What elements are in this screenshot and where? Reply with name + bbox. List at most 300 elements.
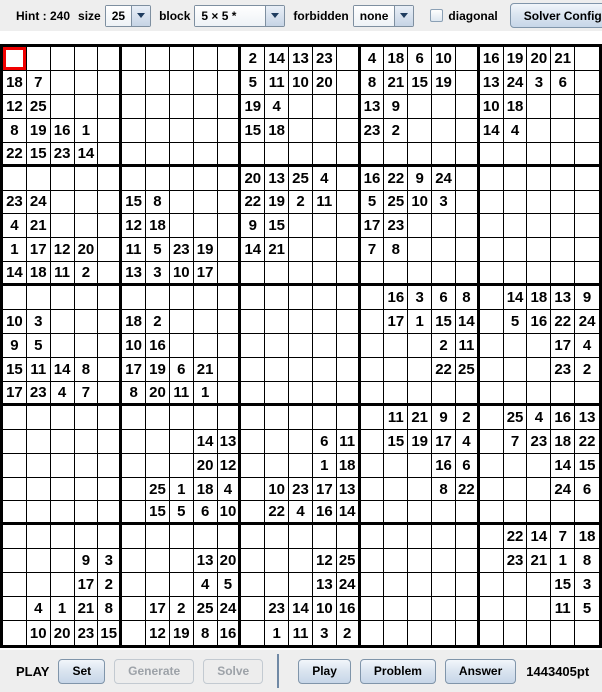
grid-cell[interactable] xyxy=(313,310,337,334)
grid-cell[interactable]: 22 xyxy=(456,478,480,502)
grid-cell[interactable]: 15 xyxy=(408,71,432,95)
grid-cell[interactable] xyxy=(408,262,432,286)
grid-cell[interactable] xyxy=(218,334,242,358)
grid-cell[interactable]: 1 xyxy=(408,310,432,334)
grid-cell[interactable] xyxy=(527,478,551,502)
grid-cell[interactable]: 20 xyxy=(146,382,170,406)
grid-cell[interactable] xyxy=(361,286,385,310)
grid-cell[interactable]: 15 xyxy=(575,454,599,478)
answer-button[interactable]: Answer xyxy=(445,659,516,684)
grid-cell[interactable] xyxy=(408,478,432,502)
grid-cell[interactable]: 15 xyxy=(241,119,265,143)
grid-cell[interactable] xyxy=(337,334,361,358)
grid-cell[interactable] xyxy=(146,167,170,191)
grid-cell[interactable]: 24 xyxy=(218,597,242,621)
grid-cell[interactable]: 16 xyxy=(551,406,575,430)
grid-cell[interactable] xyxy=(408,549,432,573)
grid-cell[interactable] xyxy=(527,573,551,597)
grid-cell[interactable] xyxy=(241,478,265,502)
grid-cell[interactable]: 2 xyxy=(289,191,313,215)
grid-cell[interactable] xyxy=(551,191,575,215)
grid-cell[interactable]: 21 xyxy=(551,47,575,71)
grid-cell[interactable] xyxy=(551,382,575,406)
grid-cell[interactable]: 10 xyxy=(218,501,242,525)
grid-cell[interactable] xyxy=(575,382,599,406)
grid-cell[interactable] xyxy=(3,406,27,430)
grid-cell[interactable]: 15 xyxy=(27,143,51,167)
grid-cell[interactable] xyxy=(194,214,218,238)
grid-cell[interactable] xyxy=(51,214,75,238)
grid-cell[interactable]: 9 xyxy=(432,406,456,430)
grid-cell[interactable]: 25 xyxy=(504,406,528,430)
grid-cell[interactable] xyxy=(313,382,337,406)
grid-cell[interactable]: 8 xyxy=(98,597,122,621)
grid-cell[interactable] xyxy=(313,238,337,262)
grid-cell[interactable] xyxy=(432,262,456,286)
grid-cell[interactable]: 23 xyxy=(75,621,99,645)
grid-cell[interactable] xyxy=(289,406,313,430)
grid-cell[interactable]: 14 xyxy=(75,143,99,167)
grid-cell[interactable] xyxy=(194,47,218,71)
grid-cell[interactable]: 4 xyxy=(575,334,599,358)
grid-cell[interactable] xyxy=(527,334,551,358)
grid-cell[interactable] xyxy=(384,597,408,621)
grid-cell[interactable]: 1 xyxy=(75,119,99,143)
grid-cell[interactable] xyxy=(480,238,504,262)
grid-cell[interactable] xyxy=(384,454,408,478)
grid-cell[interactable] xyxy=(241,143,265,167)
grid-cell[interactable] xyxy=(408,143,432,167)
grid-cell[interactable]: 19 xyxy=(170,621,194,645)
grid-cell[interactable] xyxy=(289,382,313,406)
grid-cell[interactable]: 20 xyxy=(241,167,265,191)
grid-cell[interactable]: 14 xyxy=(456,310,480,334)
grid-cell[interactable] xyxy=(527,621,551,645)
grid-cell[interactable]: 22 xyxy=(241,191,265,215)
grid-cell[interactable]: 23 xyxy=(551,358,575,382)
grid-cell[interactable]: 14 xyxy=(265,47,289,71)
grid-cell[interactable] xyxy=(361,478,385,502)
grid-cell[interactable] xyxy=(241,573,265,597)
grid-cell[interactable] xyxy=(337,143,361,167)
grid-cell[interactable] xyxy=(218,286,242,310)
grid-cell[interactable] xyxy=(122,406,146,430)
grid-cell[interactable]: 4 xyxy=(504,119,528,143)
grid-cell[interactable]: 13 xyxy=(361,95,385,119)
grid-cell[interactable] xyxy=(98,286,122,310)
grid-cell[interactable]: 14 xyxy=(527,525,551,549)
grid-cell[interactable] xyxy=(527,454,551,478)
grid-cell[interactable] xyxy=(384,525,408,549)
grid-cell[interactable] xyxy=(551,167,575,191)
grid-cell[interactable]: 8 xyxy=(75,358,99,382)
grid-cell[interactable] xyxy=(337,71,361,95)
grid-cell[interactable] xyxy=(98,430,122,454)
set-button[interactable]: Set xyxy=(58,659,105,684)
grid-cell[interactable]: 7 xyxy=(27,71,51,95)
grid-cell[interactable] xyxy=(194,119,218,143)
grid-cell[interactable] xyxy=(170,334,194,358)
grid-cell[interactable]: 8 xyxy=(146,191,170,215)
grid-cell[interactable]: 4 xyxy=(289,501,313,525)
grid-cell[interactable] xyxy=(3,549,27,573)
grid-cell[interactable] xyxy=(170,95,194,119)
grid-cell[interactable] xyxy=(337,382,361,406)
grid-cell[interactable]: 8 xyxy=(122,382,146,406)
grid-cell[interactable]: 18 xyxy=(27,262,51,286)
grid-cell[interactable]: 20 xyxy=(527,47,551,71)
grid-cell[interactable] xyxy=(241,334,265,358)
grid-cell[interactable] xyxy=(98,238,122,262)
grid-cell[interactable] xyxy=(313,262,337,286)
grid-cell[interactable] xyxy=(527,382,551,406)
grid-cell[interactable] xyxy=(480,573,504,597)
grid-cell[interactable]: 4 xyxy=(3,214,27,238)
grid-cell[interactable] xyxy=(218,119,242,143)
grid-cell[interactable]: 4 xyxy=(313,167,337,191)
grid-cell[interactable]: 23 xyxy=(289,478,313,502)
grid-cell[interactable] xyxy=(337,191,361,215)
grid-cell[interactable] xyxy=(241,501,265,525)
grid-cell[interactable]: 5 xyxy=(146,238,170,262)
grid-cell[interactable] xyxy=(98,501,122,525)
grid-cell[interactable]: 3 xyxy=(408,286,432,310)
grid-cell[interactable] xyxy=(75,95,99,119)
grid-cell[interactable]: 19 xyxy=(27,119,51,143)
grid-cell[interactable] xyxy=(551,238,575,262)
grid-cell[interactable]: 24 xyxy=(337,573,361,597)
grid-cell[interactable]: 16 xyxy=(432,454,456,478)
grid-cell[interactable] xyxy=(289,95,313,119)
grid-cell[interactable] xyxy=(51,334,75,358)
grid-cell[interactable]: 13 xyxy=(194,549,218,573)
grid-cell[interactable] xyxy=(265,310,289,334)
block-select[interactable] xyxy=(194,5,285,27)
grid-cell[interactable] xyxy=(384,143,408,167)
grid-cell[interactable]: 19 xyxy=(408,430,432,454)
grid-cell[interactable] xyxy=(241,525,265,549)
grid-cell[interactable]: 25 xyxy=(456,358,480,382)
grid-cell[interactable] xyxy=(122,430,146,454)
grid-cell[interactable]: 2 xyxy=(432,334,456,358)
grid-cell[interactable] xyxy=(3,573,27,597)
grid-cell[interactable] xyxy=(480,501,504,525)
grid-cell[interactable]: 10 xyxy=(265,478,289,502)
grid-cell[interactable] xyxy=(480,454,504,478)
grid-cell[interactable] xyxy=(551,262,575,286)
grid-cell[interactable]: 21 xyxy=(384,71,408,95)
grid-cell[interactable] xyxy=(265,525,289,549)
grid-cell[interactable]: 23 xyxy=(3,191,27,215)
grid-cell[interactable] xyxy=(575,119,599,143)
grid-cell[interactable] xyxy=(218,382,242,406)
grid-cell[interactable]: 17 xyxy=(384,310,408,334)
grid-cell[interactable] xyxy=(337,95,361,119)
grid-cell[interactable] xyxy=(456,382,480,406)
grid-cell[interactable] xyxy=(194,334,218,358)
grid-cell[interactable] xyxy=(575,238,599,262)
grid-cell[interactable]: 2 xyxy=(75,262,99,286)
grid-cell[interactable] xyxy=(27,501,51,525)
grid-cell[interactable] xyxy=(27,454,51,478)
grid-cell[interactable] xyxy=(51,95,75,119)
grid-cell[interactable] xyxy=(122,286,146,310)
grid-cell[interactable] xyxy=(480,549,504,573)
grid-cell[interactable] xyxy=(3,47,27,71)
grid-cell[interactable] xyxy=(456,119,480,143)
grid-cell[interactable] xyxy=(289,238,313,262)
solve-button[interactable]: Solve xyxy=(203,659,263,684)
grid-cell[interactable] xyxy=(456,525,480,549)
grid-cell[interactable] xyxy=(98,167,122,191)
grid-cell[interactable] xyxy=(456,621,480,645)
grid-cell[interactable] xyxy=(289,525,313,549)
grid-cell[interactable]: 2 xyxy=(98,573,122,597)
grid-cell[interactable]: 10 xyxy=(480,95,504,119)
grid-cell[interactable]: 23 xyxy=(527,430,551,454)
grid-cell[interactable] xyxy=(504,191,528,215)
grid-cell[interactable]: 15 xyxy=(432,310,456,334)
grid-cell[interactable] xyxy=(337,406,361,430)
grid-cell[interactable]: 16 xyxy=(51,119,75,143)
grid-cell[interactable]: 18 xyxy=(265,119,289,143)
grid-cell[interactable]: 17 xyxy=(432,430,456,454)
grid-cell[interactable] xyxy=(98,262,122,286)
grid-cell[interactable]: 6 xyxy=(408,47,432,71)
grid-cell[interactable] xyxy=(218,47,242,71)
grid-cell[interactable] xyxy=(575,95,599,119)
grid-cell[interactable]: 4 xyxy=(361,47,385,71)
grid-cell[interactable] xyxy=(194,191,218,215)
grid-cell[interactable] xyxy=(241,430,265,454)
grid-cell[interactable]: 6 xyxy=(170,358,194,382)
grid-cell[interactable] xyxy=(480,214,504,238)
grid-cell[interactable] xyxy=(218,143,242,167)
grid-cell[interactable] xyxy=(265,430,289,454)
grid-cell[interactable] xyxy=(456,71,480,95)
grid-cell[interactable] xyxy=(146,525,170,549)
grid-cell[interactable]: 14 xyxy=(289,597,313,621)
grid-cell[interactable] xyxy=(170,549,194,573)
grid-cell[interactable] xyxy=(551,214,575,238)
grid-cell[interactable]: 17 xyxy=(194,262,218,286)
grid-cell[interactable]: 4 xyxy=(194,573,218,597)
grid-cell[interactable] xyxy=(3,597,27,621)
grid-cell[interactable]: 15 xyxy=(146,501,170,525)
grid-cell[interactable]: 18 xyxy=(122,310,146,334)
grid-cell[interactable] xyxy=(122,167,146,191)
grid-cell[interactable] xyxy=(527,501,551,525)
grid-cell[interactable] xyxy=(408,621,432,645)
grid-cell[interactable] xyxy=(146,47,170,71)
grid-cell[interactable] xyxy=(504,358,528,382)
grid-cell[interactable] xyxy=(122,478,146,502)
grid-cell[interactable] xyxy=(146,549,170,573)
grid-cell[interactable]: 3 xyxy=(27,310,51,334)
grid-cell[interactable] xyxy=(122,573,146,597)
grid-cell[interactable]: 19 xyxy=(504,47,528,71)
grid-cell[interactable] xyxy=(98,214,122,238)
grid-cell[interactable]: 7 xyxy=(361,238,385,262)
grid-cell[interactable] xyxy=(504,382,528,406)
grid-cell[interactable] xyxy=(170,71,194,95)
grid-cell[interactable] xyxy=(265,454,289,478)
grid-cell[interactable] xyxy=(504,597,528,621)
grid-cell[interactable]: 6 xyxy=(575,478,599,502)
grid-cell[interactable] xyxy=(146,95,170,119)
grid-cell[interactable]: 17 xyxy=(313,478,337,502)
grid-cell[interactable]: 6 xyxy=(432,286,456,310)
grid-cell[interactable] xyxy=(337,358,361,382)
grid-cell[interactable]: 1 xyxy=(265,621,289,645)
grid-cell[interactable] xyxy=(75,47,99,71)
grid-cell[interactable] xyxy=(456,597,480,621)
grid-cell[interactable] xyxy=(527,214,551,238)
grid-cell[interactable]: 24 xyxy=(504,71,528,95)
grid-cell[interactable]: 14 xyxy=(337,501,361,525)
grid-cell[interactable] xyxy=(289,310,313,334)
grid-cell[interactable]: 18 xyxy=(337,454,361,478)
grid-cell[interactable] xyxy=(313,286,337,310)
grid-cell[interactable]: 15 xyxy=(384,430,408,454)
grid-cell[interactable] xyxy=(504,143,528,167)
grid-cell[interactable] xyxy=(361,262,385,286)
grid-cell[interactable]: 13 xyxy=(337,478,361,502)
grid-cell[interactable] xyxy=(456,143,480,167)
grid-cell[interactable] xyxy=(313,334,337,358)
grid-cell[interactable]: 4 xyxy=(218,478,242,502)
grid-cell[interactable] xyxy=(313,119,337,143)
grid-cell[interactable]: 10 xyxy=(27,621,51,645)
grid-cell[interactable]: 9 xyxy=(384,95,408,119)
solver-config-button[interactable]: Solver Config xyxy=(510,3,602,28)
grid-cell[interactable]: 2 xyxy=(146,310,170,334)
forbidden-select[interactable] xyxy=(353,5,415,27)
grid-cell[interactable] xyxy=(170,573,194,597)
grid-cell[interactable] xyxy=(432,621,456,645)
grid-cell[interactable]: 8 xyxy=(384,238,408,262)
grid-cell[interactable]: 22 xyxy=(265,501,289,525)
grid-cell[interactable] xyxy=(75,525,99,549)
grid-cell[interactable] xyxy=(527,238,551,262)
grid-cell[interactable] xyxy=(361,525,385,549)
grid-cell[interactable]: 11 xyxy=(289,621,313,645)
grid-cell[interactable]: 6 xyxy=(456,454,480,478)
grid-cell[interactable] xyxy=(313,95,337,119)
grid-cell[interactable] xyxy=(289,262,313,286)
grid-cell[interactable] xyxy=(527,358,551,382)
grid-cell[interactable]: 11 xyxy=(456,334,480,358)
grid-cell[interactable] xyxy=(480,167,504,191)
grid-cell[interactable] xyxy=(289,286,313,310)
grid-cell[interactable] xyxy=(456,262,480,286)
grid-cell[interactable]: 22 xyxy=(3,143,27,167)
grid-cell[interactable] xyxy=(384,262,408,286)
grid-cell[interactable] xyxy=(480,525,504,549)
grid-cell[interactable] xyxy=(384,501,408,525)
grid-cell[interactable] xyxy=(218,238,242,262)
grid-cell[interactable]: 25 xyxy=(27,95,51,119)
grid-cell[interactable] xyxy=(27,573,51,597)
grid-cell[interactable]: 16 xyxy=(337,597,361,621)
grid-cell[interactable]: 20 xyxy=(75,238,99,262)
grid-cell[interactable] xyxy=(480,191,504,215)
grid-cell[interactable]: 2 xyxy=(337,621,361,645)
grid-cell[interactable] xyxy=(3,167,27,191)
grid-cell[interactable]: 7 xyxy=(75,382,99,406)
grid-cell[interactable] xyxy=(98,382,122,406)
grid-cell[interactable]: 15 xyxy=(265,214,289,238)
grid-cell[interactable] xyxy=(75,167,99,191)
grid-cell[interactable] xyxy=(408,597,432,621)
grid-cell[interactable] xyxy=(51,406,75,430)
grid-cell[interactable] xyxy=(289,214,313,238)
grid-cell[interactable] xyxy=(27,430,51,454)
grid-cell[interactable]: 9 xyxy=(3,334,27,358)
grid-cell[interactable] xyxy=(241,310,265,334)
grid-cell[interactable]: 5 xyxy=(27,334,51,358)
grid-cell[interactable]: 10 xyxy=(408,191,432,215)
grid-cell[interactable]: 14 xyxy=(51,358,75,382)
grid-cell[interactable] xyxy=(432,597,456,621)
grid-cell[interactable]: 1 xyxy=(170,478,194,502)
grid-cell[interactable]: 21 xyxy=(27,214,51,238)
grid-cell[interactable] xyxy=(527,167,551,191)
grid-cell[interactable] xyxy=(384,358,408,382)
grid-cell[interactable] xyxy=(194,310,218,334)
grid-cell[interactable] xyxy=(146,71,170,95)
grid-cell[interactable] xyxy=(265,382,289,406)
grid-cell[interactable]: 12 xyxy=(3,95,27,119)
grid-cell[interactable]: 2 xyxy=(575,358,599,382)
grid-cell[interactable]: 13 xyxy=(313,573,337,597)
grid-cell[interactable] xyxy=(408,454,432,478)
grid-cell[interactable]: 10 xyxy=(170,262,194,286)
grid-cell[interactable] xyxy=(170,406,194,430)
grid-cell[interactable] xyxy=(361,597,385,621)
grid-cell[interactable]: 15 xyxy=(551,573,575,597)
grid-cell[interactable]: 18 xyxy=(3,71,27,95)
grid-cell[interactable] xyxy=(456,47,480,71)
grid-cell[interactable] xyxy=(313,214,337,238)
grid-cell[interactable]: 23 xyxy=(27,382,51,406)
grid-cell[interactable] xyxy=(504,501,528,525)
grid-cell[interactable] xyxy=(194,71,218,95)
grid-cell[interactable] xyxy=(75,71,99,95)
grid-cell[interactable] xyxy=(27,286,51,310)
grid-cell[interactable] xyxy=(456,501,480,525)
grid-cell[interactable] xyxy=(289,119,313,143)
grid-cell[interactable] xyxy=(337,119,361,143)
grid-cell[interactable] xyxy=(456,573,480,597)
grid-cell[interactable]: 17 xyxy=(361,214,385,238)
grid-cell[interactable]: 13 xyxy=(289,47,313,71)
grid-cell[interactable]: 8 xyxy=(456,286,480,310)
grid-cell[interactable] xyxy=(170,47,194,71)
grid-cell[interactable] xyxy=(456,549,480,573)
grid-cell[interactable] xyxy=(98,95,122,119)
grid-cell[interactable] xyxy=(504,454,528,478)
grid-cell[interactable] xyxy=(51,430,75,454)
grid-cell[interactable]: 23 xyxy=(361,119,385,143)
grid-cell[interactable] xyxy=(361,406,385,430)
grid-cell[interactable] xyxy=(384,573,408,597)
grid-cell[interactable]: 11 xyxy=(384,406,408,430)
grid-cell[interactable] xyxy=(75,334,99,358)
grid-cell[interactable]: 10 xyxy=(432,47,456,71)
grid-cell[interactable] xyxy=(3,525,27,549)
grid-cell[interactable]: 3 xyxy=(527,71,551,95)
